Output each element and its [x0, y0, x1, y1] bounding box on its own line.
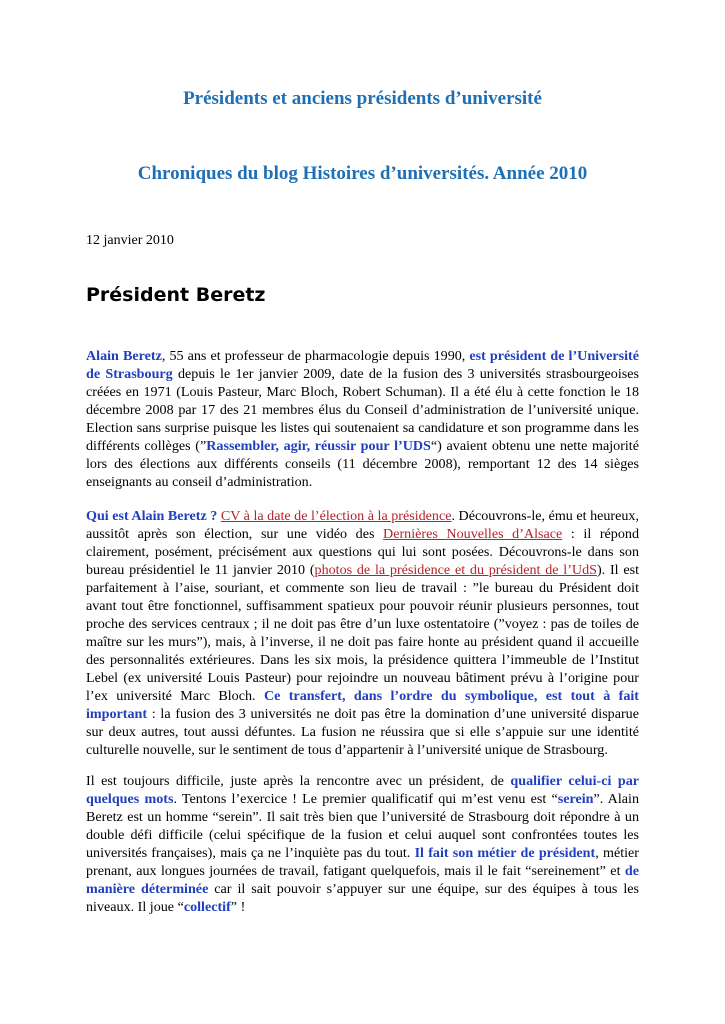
text-run: “) avaient obtenu une nette majorité lors des élections aux différents conseils (11 décembre 2008), remportant 12 des 14 sièges enseignants au conseil d’administration.: [86, 438, 639, 490]
text-run: , métier prenant, aux longues journées de travail, fatigant quelquefois, mais il le fait “sereinement” et: [86, 845, 639, 879]
text-run: . Tentons l’exercice ! Le premier qualificatif qui m’est venu est “: [173, 791, 558, 807]
qualify-highlight: qualifier celui-ci par quelques mots: [86, 773, 640, 807]
text-run: ”. Alain Beretz est un homme “serein”. Il sait très bien que l’université de Strasbourg doit répondre à un double défi difficile (celui spécifique de la fusion et celui auquel sont confrontées toutes les universités françaises), mais ça ne l’inquiète pas du tout.: [86, 791, 639, 861]
text-run: ” !: [230, 899, 246, 915]
text-run: Il est toujours difficile, juste après la rencontre avec un président, de: [86, 773, 511, 789]
post-date: 12 janvier 2010: [86, 233, 174, 248]
text-run: car il sait pouvoir s’appuyer sur une équipe, sur des équipes à tous les niveaux. Il joue “: [86, 881, 639, 915]
text-run: : la fusion des 3 universités ne doit pas être la domination d’une université disparue sur deux autres, tout aussi défuntes. La fusion ne réussira que si elle s’appuie sur une identité culturelle nouvelle, sur le sentiment de tous d’appartenir à l’université unique de Strasbourg.: [86, 706, 639, 758]
job-highlight: Il fait son métier de président: [414, 845, 596, 861]
paragraph-who: [86, 507, 639, 759]
post-heading: Président Beretz: [86, 284, 266, 306]
question-highlight: Qui est Alain Beretz ?: [86, 508, 218, 524]
paragraph-qualifiers: [86, 772, 639, 916]
text-run: ). Il est parfaitement à l’aise, souriant, et commente son lieu de travail : ”le bureau du Président doit avant tout être fonctionnel, suffisamment spatieux pour pouvoir réunir plusieurs personnes, tout proche des services centraux ; il ne doit pas être d’un luxe ostentatoire (”voyez : pas de toiles de maître sur les murs”), mais, à l’inverse, il ne doit pas faire honte au président quand il accueille des personnalités extérieures. Dans les six mois, la présidence quittera l’immeuble de l’Institut Lebel (ex université Louis Pasteur) pour rejoindre un nouveau bâtiment prévu à l’origine pour l’ex université Marc Bloch.: [86, 562, 639, 704]
collective-highlight: collectif: [183, 899, 231, 915]
cv-link[interactable]: CV à la date de l’élection à la présidence: [220, 508, 452, 524]
paragraph-intro: [86, 347, 639, 491]
document-title: Présidents et anciens présidents d’université: [183, 88, 542, 109]
slogan-highlight: Rassembler, agir, réussir pour l’UDS: [206, 438, 431, 454]
text-run: . Découvrons-le, ému et heureux, aussitôt après son élection, sur une vidéo des: [86, 508, 639, 542]
document-subtitle: Chroniques du blog Histoires d’universités. Année 2010: [137, 163, 588, 184]
name-highlight: Alain Beretz: [86, 348, 162, 364]
president-highlight: est président de l’Université de Strasbourg: [86, 348, 640, 382]
text-run: depuis le 1er janvier 2009, date de la fusion des 3 universités strasbourgeoises créées en 1971 (Louis Pasteur, Marc Bloch, Robert Schuman). Il a été élu à cette fonction le 18 décembre 2008 par 17 des 21 membres élus du Conseil d’administration de l’université unique. Election sans surprise puisque les listes qui soutenaient sa candidature et son programme dans les différents collèges (”: [86, 366, 639, 454]
transfer-highlight: Ce transfert, dans l’ordre du symbolique, est tout à fait important: [86, 688, 639, 722]
determined-highlight: de manière déterminée: [86, 863, 639, 897]
text-run: : il répond clairement, posément, précisément aux questions qui lui sont posées. Découvrons-le dans son bureau présidentiel le 11 janvier 2010 (: [86, 526, 639, 578]
serein-highlight: serein: [557, 791, 594, 807]
photos-link[interactable]: photos de la présidence et du président de l’UdS: [314, 562, 597, 578]
text-run: , 55 ans et professeur de pharmacologie depuis 1990,: [161, 348, 470, 364]
dna-video-link[interactable]: Dernières Nouvelles d’Alsace: [383, 526, 563, 542]
